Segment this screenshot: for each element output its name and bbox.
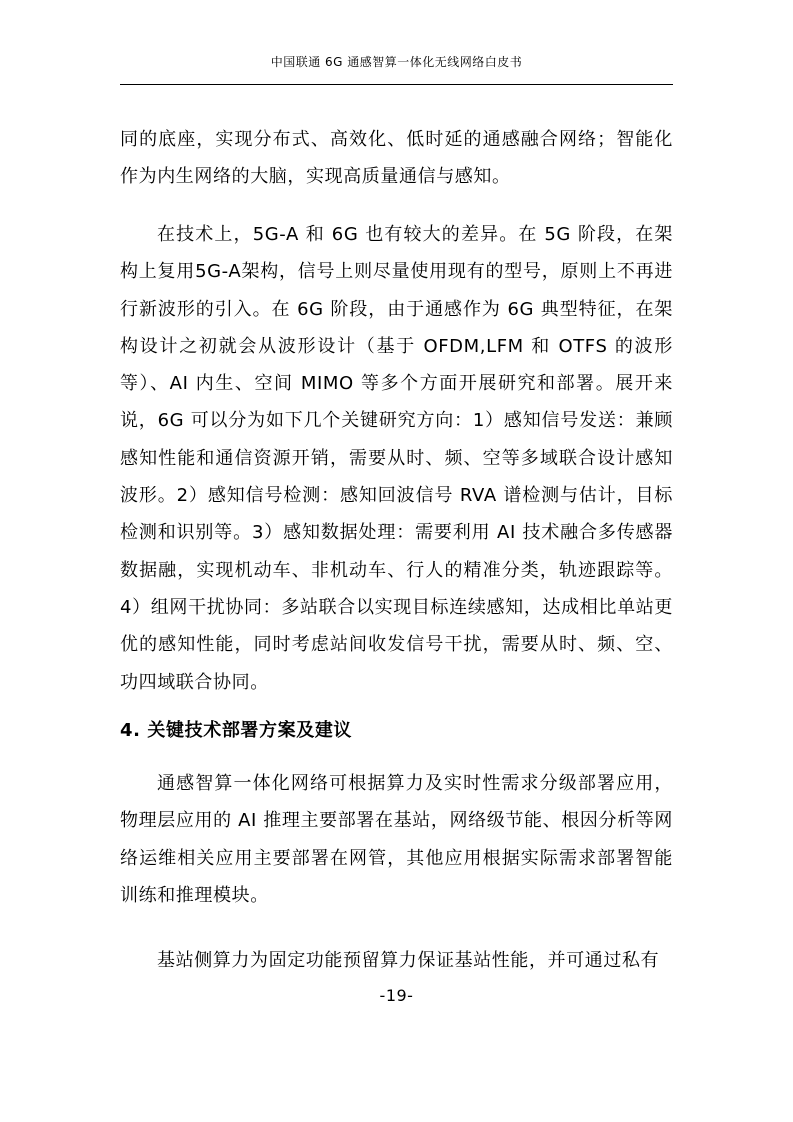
page-number: -19- [379, 986, 414, 1005]
body-paragraph: 基站侧算力为固定功能预留算力保证基站性能，并可通过私有 [157, 950, 660, 971]
section-heading: 4. 关键技术部署方案及建议 [120, 720, 353, 741]
body-paragraph: 在技术上，5G-A 和 6G 也有较大的差异。在 5G 阶段，在架构上复用5G-A架构，信号上则尽量使用现有的型号，原则上不再进行新波形的引入。在 6G 阶段，由于通感作为 6G 典型特征，在架构设计之初就会从波形设计（基于 OFDM,LFM 和 OTFS 的波形等）、AI 内生、空间 MIMO 等多个方面开展研究和部署。展开来说，6G 可以分为如下几个关键研究方向：1）感知信号发送：兼顾感知性能和通信资源开销，需要从时、频、空等多域联合设计感知波形。2）感知信号检测：感知回波信号 RVA 谱检测与估计，目标检测和识别等。3）感知数据处理：需要利用 AI 技术融合多传感器数据融，实现机动车、非机动车、行人的精准分类，轨迹跟踪等。4）组网干扰协同：多站联合以实现目标连续感知，达成相比单站更优的感知性能，同时考虑站间收发信号干扰，需要从时、频、空、功四域联合协同。 [120, 224, 673, 693]
header-divider [120, 84, 673, 85]
page-header: 中国联通 6G 通感智算一体化无线网络白皮书 [270, 55, 523, 69]
body-paragraph: 同的底座，实现分布式、高效化、低时延的通感融合网络；智能化作为内生网络的大脑，实现高质量通信与感知。 [120, 129, 673, 188]
body-paragraph: 通感智算一体化网络可根据算力及实时性需求分级部署应用，物理层应用的 AI 推理主要部署在基站，网络级节能、根因分析等网络运维相关应用主要部署在网管，其他应用根据实际需求部署智能训练和推理模块。 [120, 773, 673, 906]
